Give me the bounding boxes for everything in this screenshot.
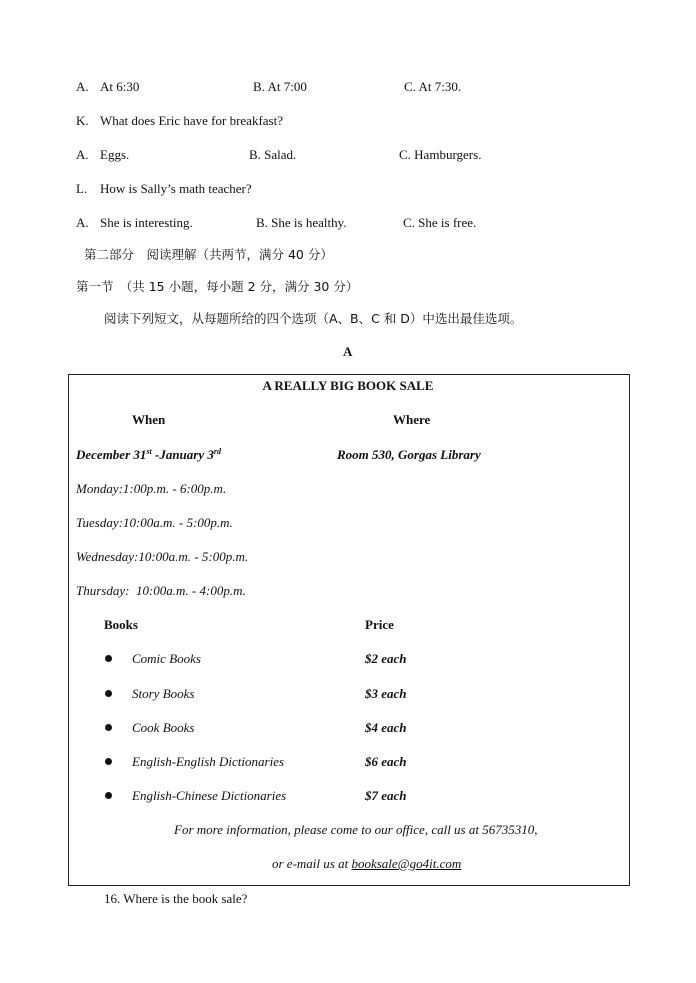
bullet-icon — [105, 792, 112, 799]
email-link[interactable]: booksale@go4it.com — [351, 856, 462, 871]
option-b-text: B. She is healthy. — [256, 215, 347, 230]
schedule-wednesday: Wednesday:10:00a.m. - 5:00p.m. — [76, 549, 249, 564]
sale-location: Room 530, Gorgas Library — [337, 447, 481, 462]
option-b-text: B. At 7:00 — [253, 79, 307, 94]
contact-info: For more information, please come to our office, call us at 56735310, — [174, 822, 538, 837]
option-a-text: Eggs. — [100, 147, 130, 162]
question-l-text: How is Sally’s math teacher? — [100, 181, 252, 196]
option-a-label: A. — [76, 147, 89, 162]
instruction-text: 阅读下列短文，从每题所给的四个选项（A、B、C 和 D）中选出最佳选项。 — [104, 311, 523, 326]
option-a-label: A. — [76, 215, 89, 230]
when-label: When — [132, 412, 166, 427]
sale-dates: December 31st -January 3rd — [76, 447, 221, 462]
book-price: $4 each — [365, 720, 407, 735]
book-price: $6 each — [365, 754, 407, 769]
book-price: $7 each — [365, 788, 407, 803]
notice-title: A REALLY BIG BOOK SALE — [262, 378, 434, 393]
option-c-text: C. Hamburgers. — [399, 147, 482, 162]
book-name: Cook Books — [132, 720, 195, 735]
schedule-monday: Monday:1:00p.m. - 6:00p.m. — [76, 481, 227, 496]
part2-heading: 第二部分 阅读理解（共两节，满分 40 分） — [84, 247, 333, 262]
question-k-label: K. — [76, 113, 89, 128]
question-16-text: 16. Where is the book sale? — [104, 891, 248, 906]
schedule-tuesday: Tuesday:10:00a.m. - 5:00p.m. — [76, 515, 233, 530]
bullet-icon — [105, 655, 112, 662]
bullet-icon — [105, 724, 112, 731]
bullet-icon — [105, 690, 112, 697]
bullet-icon — [105, 758, 112, 765]
book-name: Comic Books — [132, 651, 201, 666]
option-c-text: C. She is free. — [403, 215, 477, 230]
price-label: Price — [365, 617, 394, 632]
option-a-text: She is interesting. — [100, 215, 193, 230]
book-price: $3 each — [365, 686, 407, 701]
passage-label: A — [343, 344, 353, 359]
book-name: Story Books — [132, 686, 195, 701]
books-label: Books — [104, 617, 138, 632]
option-a-text: At 6:30 — [100, 79, 140, 94]
section1-heading: 第一节 （共 15 小题，每小题 2 分，满分 30 分） — [76, 279, 359, 294]
book-name: English-Chinese Dictionaries — [132, 788, 287, 803]
where-label: Where — [393, 412, 431, 427]
question-l-label: L. — [76, 181, 88, 196]
book-price: $2 each — [365, 651, 407, 666]
option-c-text: C. At 7:30. — [404, 79, 462, 94]
question-k-text: What does Eric have for breakfast? — [100, 113, 283, 128]
option-a-label: A. — [76, 79, 89, 94]
option-b-text: B. Salad. — [249, 147, 297, 162]
book-name: English-English Dictionaries — [132, 754, 285, 769]
schedule-thursday: Thursday: 10:00a.m. - 4:00p.m. — [76, 583, 246, 598]
email-line: or e-mail us at booksale@go4it.com — [272, 856, 462, 871]
